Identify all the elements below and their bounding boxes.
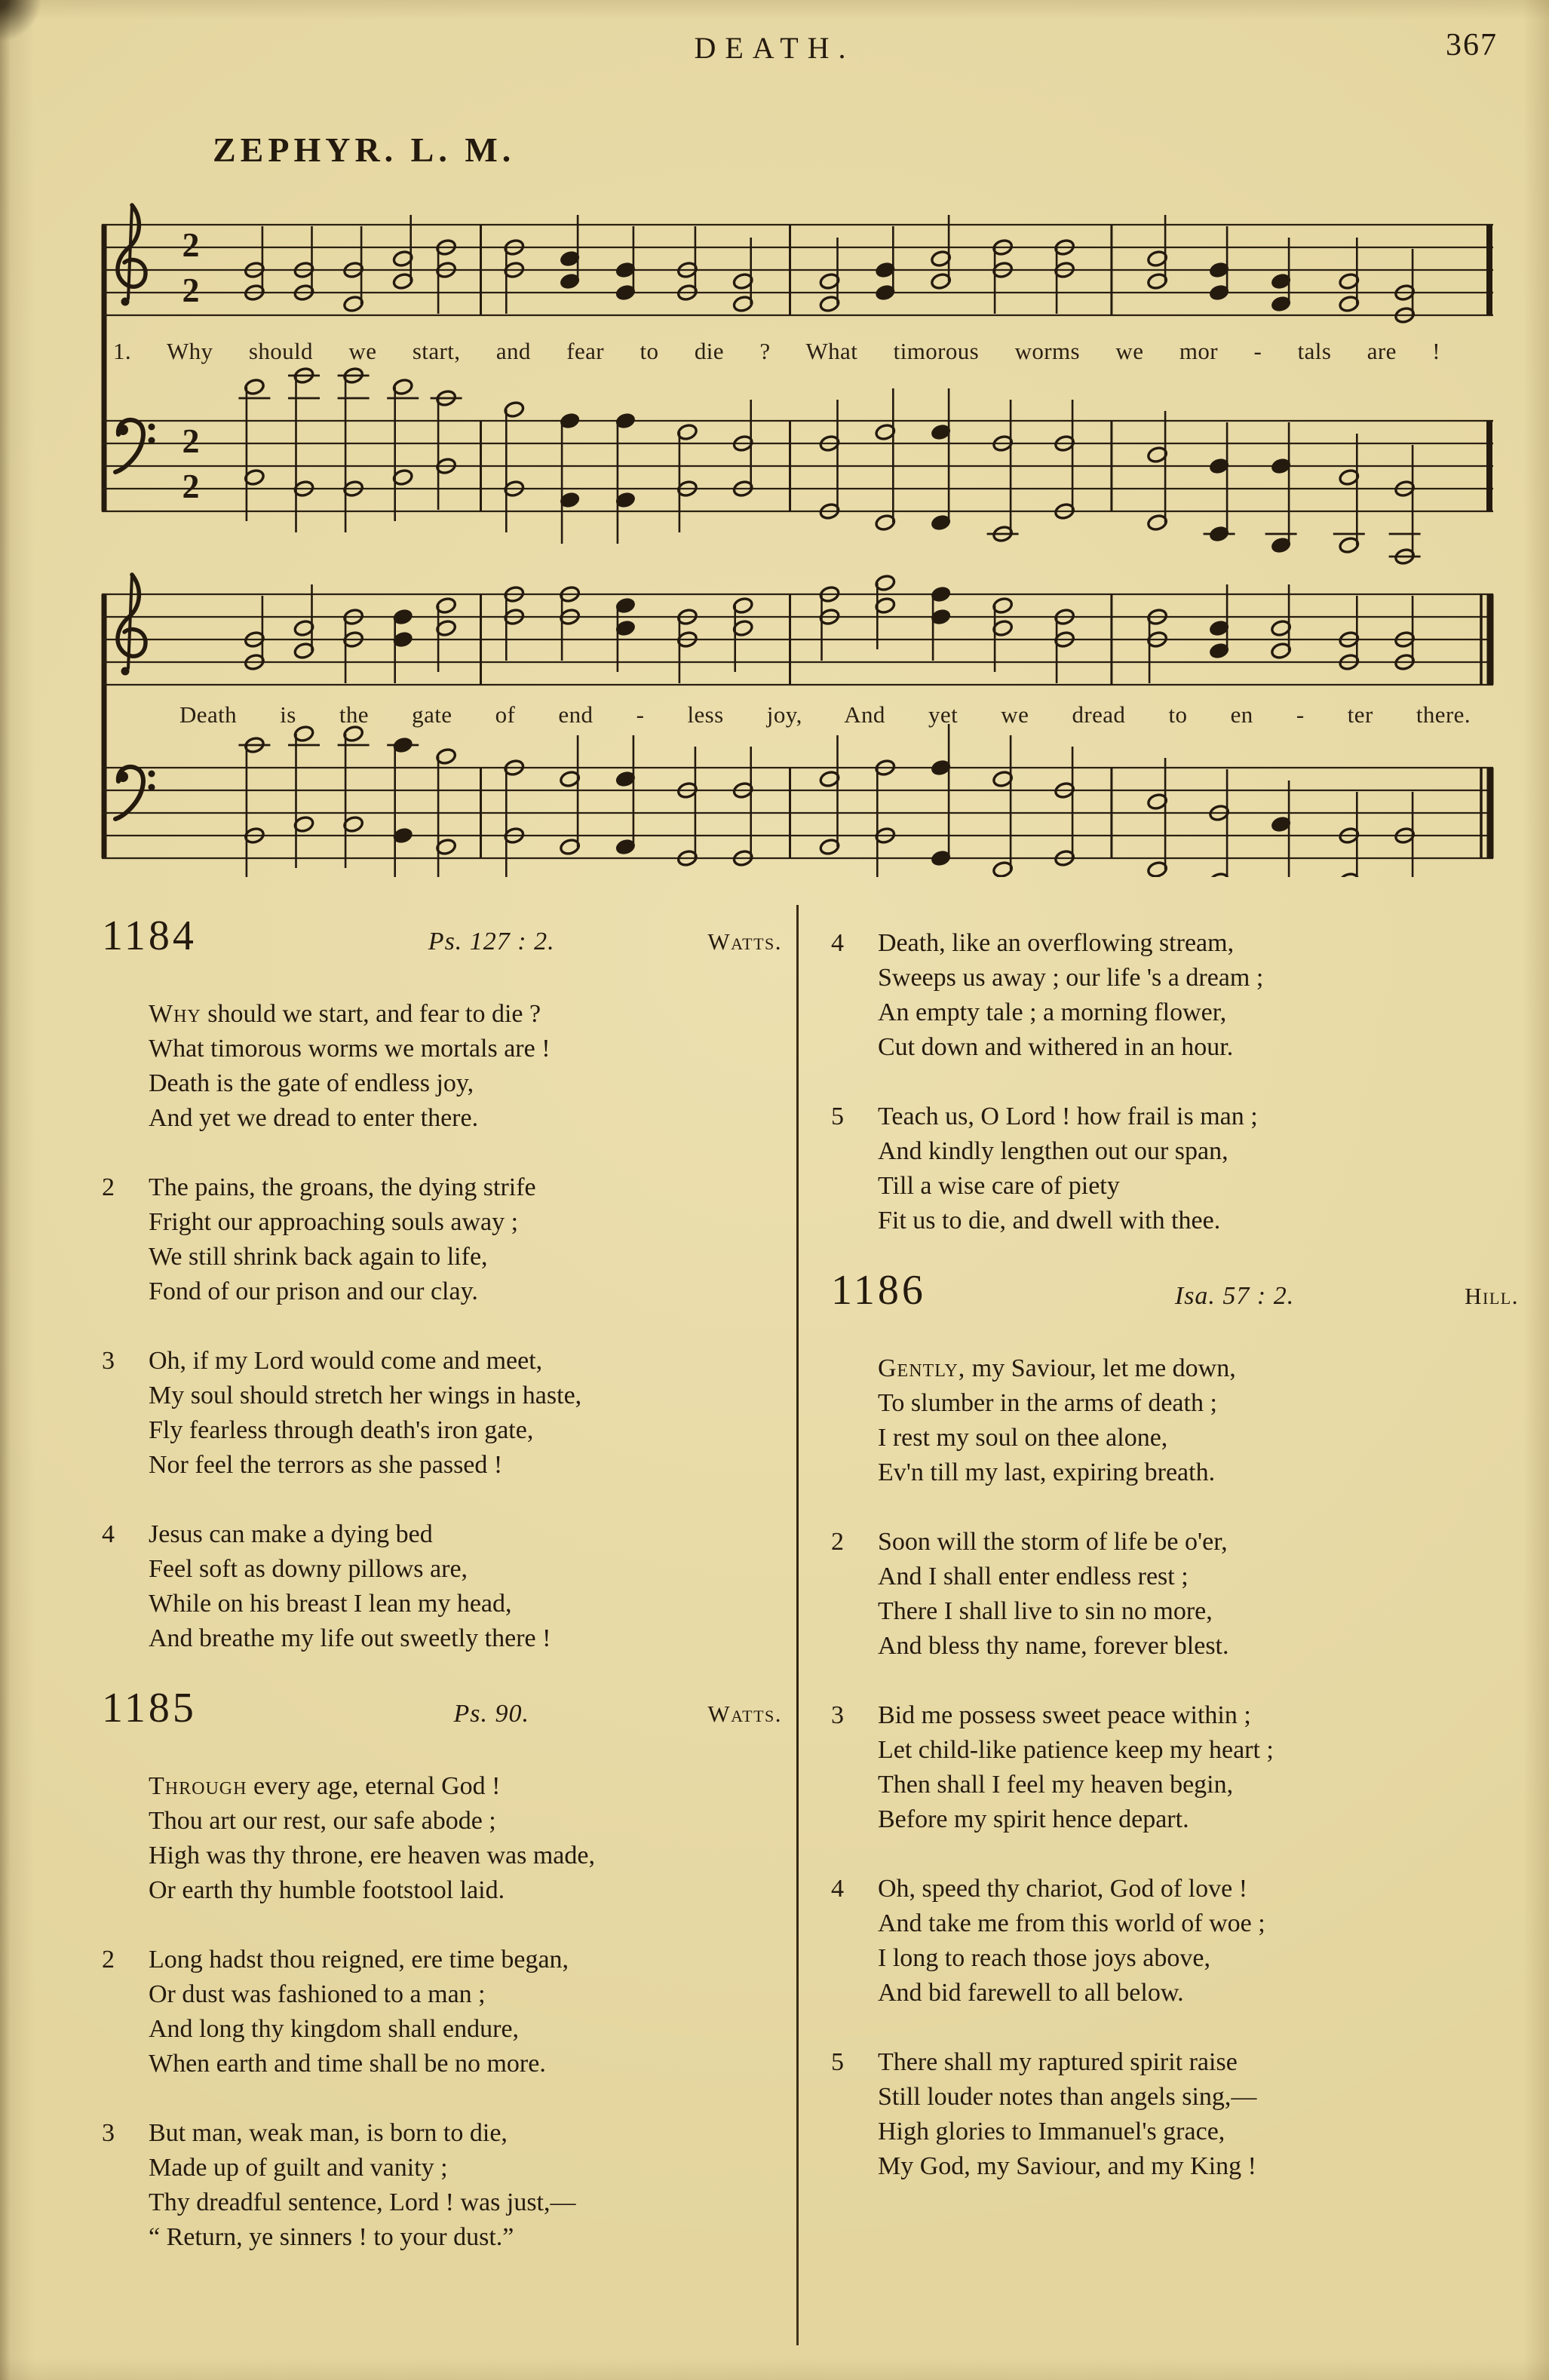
half-note-head [392, 378, 413, 396]
verse-line: Let child-like patience keep my heart ; [878, 1736, 1274, 1764]
half-note-head [343, 295, 364, 313]
half-note-head [1147, 272, 1168, 290]
hymn-author: Watts. [707, 1701, 782, 1727]
treble-clef-icon [128, 205, 132, 299]
running-head: DEATH. [694, 31, 855, 65]
verse-line: Sweeps us away ; our life 's a dream ; [878, 964, 1264, 992]
tune-title: ZEPHYR. L. M. [213, 130, 516, 169]
verse-line: And take me from this world of woe ; [878, 1909, 1265, 1937]
bass-clef-icon [115, 420, 143, 472]
half-note-head [1147, 514, 1168, 532]
half-note-head [875, 574, 896, 592]
half-note-head [732, 597, 753, 615]
verse-line: Fit us to die, and dwell with thee. [878, 1207, 1221, 1234]
hymn-verse [831, 1351, 1519, 1490]
music-notation [79, 195, 1516, 877]
hymn-verse [102, 2116, 782, 2255]
half-note-head [436, 597, 457, 615]
verse-line: Fond of our prison and our clay. [149, 1277, 478, 1305]
column-divider-rule [796, 905, 799, 2345]
verse-line: We still shrink back again to life, [149, 1243, 488, 1271]
verse-number: 2 [831, 1528, 844, 1556]
verse-line: High glories to Immanuel's grace, [878, 2118, 1225, 2145]
hymn-scripture-reference: Ps. 127 : 2. [428, 928, 555, 955]
verse-line: Cut down and withered in an hour. [878, 1033, 1234, 1061]
hymn-verse [831, 1525, 1519, 1664]
bass-clef-icon [149, 424, 155, 431]
half-note-head [436, 747, 457, 765]
verse-line: Fright our approaching souls away ; [149, 1208, 519, 1236]
verse-line: Then shall I feel my heaven begin, [878, 1771, 1234, 1799]
verse-line: But man, weak man, is born to die, [149, 2119, 508, 2147]
verse-line: Fly fearless through death's iron gate, [149, 1416, 534, 1444]
verse-line: Before my spirit hence depart. [878, 1805, 1189, 1833]
verse-line: Made up of guilt and vanity ; [149, 2154, 448, 2182]
verse-number: 2 [102, 1173, 115, 1201]
half-note-head [875, 514, 896, 532]
time-signature: 2 [182, 225, 200, 264]
verse-line: And breathe my life out sweetly there ! [149, 1624, 551, 1652]
verse-number: 3 [102, 2119, 115, 2147]
hymn-verse [831, 926, 1519, 1065]
time-signature: 2 [182, 467, 200, 505]
verse-lead-word: Why [149, 1000, 201, 1028]
half-note-head [1339, 536, 1360, 554]
bass-clef-icon [115, 767, 143, 819]
verse-line: When earth and time shall be no more. [149, 2050, 546, 2078]
verse-line: I long to reach those joys above, [878, 1944, 1210, 1972]
verse-lead-word: Through [149, 1772, 247, 1800]
verse-line: While on his breast I lean my head, [149, 1590, 512, 1618]
verse-line: An empty tale ; a morning flower, [878, 998, 1227, 1026]
verse-line: There shall my raptured spirit raise [878, 2048, 1238, 2076]
verse-lead-word: Gently, [878, 1354, 966, 1382]
verse-line: Gently, my Saviour, let me down, [878, 1354, 1236, 1382]
verse-line: Still louder notes than angels sing,— [878, 2083, 1257, 2111]
half-note-head [819, 838, 840, 856]
verse-line: My soul should stretch her wings in haste, [149, 1382, 582, 1409]
verse-line: And kindly lengthen out our span, [878, 1137, 1228, 1165]
verse-line: And long thy kingdom shall endure, [149, 2015, 520, 2043]
hymn-number: 1186 [831, 1267, 926, 1314]
verse-line: Death is the gate of endless joy, [149, 1069, 474, 1097]
bass-clef-icon [149, 771, 155, 777]
verse-line: And I shall enter endless rest ; [878, 1563, 1189, 1590]
verse-number: 5 [831, 1103, 844, 1130]
hymn-column-left [102, 914, 782, 2290]
treble-clef-icon [121, 298, 130, 306]
music-lyric-line-2: Death is the gate of end - less joy, And yet we dread to en - ter there. [179, 701, 1471, 728]
hymn-scripture-reference: Ps. 90. [453, 1700, 529, 1728]
treble-clef-icon [128, 575, 132, 668]
hymn-verse [102, 1517, 782, 1656]
verse-line: Feel soft as downy pillows are, [149, 1555, 468, 1583]
verse-line: I rest my soul on thee alone, [878, 1424, 1168, 1452]
hymn-verse [831, 1100, 1519, 1238]
verse-line: There I shall live to sin no more, [878, 1597, 1213, 1625]
verse-line: To slumber in the arms of death ; [878, 1389, 1217, 1417]
verse-line: Jesus can make a dying bed [149, 1520, 433, 1548]
verse-line: Thou art our rest, our safe abode ; [149, 1807, 496, 1835]
verse-line: Bid me possess sweet peace within ; [878, 1701, 1251, 1729]
verse-number: 3 [102, 1347, 115, 1375]
hymn-scripture-reference: Isa. 57 : 2. [1174, 1282, 1295, 1310]
hymn-verse [831, 1698, 1519, 1837]
half-note-head [1339, 295, 1360, 313]
hymn-verse [102, 1943, 782, 2081]
verse-line: The pains, the groans, the dying strife [149, 1173, 536, 1201]
time-signature: 2 [182, 422, 200, 460]
verse-line: High was thy throne, ere heaven was made, [149, 1842, 595, 1869]
half-note-head [504, 400, 525, 419]
verse-number: 3 [831, 1701, 844, 1729]
hymn-column-right [831, 926, 1519, 2219]
verse-line: Why should we start, and fear to die ? [149, 1000, 541, 1028]
verse-number: 2 [102, 1946, 115, 1974]
verse-number: 4 [102, 1520, 115, 1548]
half-note-head [560, 838, 581, 856]
verse-line: Soon will the storm of life be o'er, [878, 1528, 1228, 1556]
hymn-heading [102, 1685, 782, 1754]
verse-line: Teach us, O Lord ! how frail is man ; [878, 1103, 1258, 1130]
page-number: 367 [1446, 28, 1498, 63]
hymn-heading [831, 1267, 1519, 1336]
verse-line: And bid farewell to all below. [878, 1979, 1184, 2007]
hymn-verse [102, 1344, 782, 1483]
half-note-head [992, 597, 1014, 615]
hymn-verse [102, 997, 782, 1136]
verse-line: Ev'n till my last, expiring breath. [878, 1458, 1216, 1486]
music-svg [79, 195, 1516, 877]
verse-line: Or earth thy humble footstool laid. [149, 1876, 505, 1904]
half-note-head [244, 378, 265, 396]
music-lyric-line-1: 1. Why should we start, and fear to die ? What timorous worms we mor - tals are ! [113, 338, 1440, 364]
treble-clef-icon [121, 667, 130, 676]
verse-number: 4 [831, 929, 844, 957]
half-note-head [1271, 642, 1292, 660]
verse-line: Through every age, eternal God ! [149, 1772, 501, 1800]
verse-line: Thy dreadful sentence, Lord ! was just,— [149, 2188, 576, 2216]
verse-line: “ Return, ye sinners ! to your dust.” [149, 2223, 514, 2251]
verse-line: And yet we dread to enter there. [149, 1104, 479, 1132]
hymn-verse [831, 1872, 1519, 2010]
verse-number: 5 [831, 2048, 844, 2076]
verse-line: Death, like an overflowing stream, [878, 929, 1235, 957]
verse-line: And bless thy name, forever blest. [878, 1632, 1229, 1660]
half-note-head [392, 272, 413, 290]
hymn-verse [102, 1170, 782, 1309]
hymn-verse [831, 2045, 1519, 2184]
half-note-head [931, 272, 952, 290]
half-note-head [732, 295, 753, 313]
verse-number: 4 [831, 1875, 844, 1903]
half-note-head [676, 423, 698, 441]
half-note-head [293, 642, 314, 660]
verse-line: Nor feel the terrors as she passed ! [149, 1451, 503, 1479]
verse-line: What timorous worms we mortals are ! [149, 1035, 551, 1063]
hymn-verse [102, 1769, 782, 1908]
verse-line: Long hadst thou reigned, ere time began, [149, 1946, 569, 1974]
half-note-head [819, 295, 840, 313]
hymn-number: 1185 [102, 1685, 197, 1731]
bass-clef-icon [149, 784, 155, 791]
time-signature: 2 [182, 271, 200, 309]
verse-line: My God, my Saviour, and my King ! [878, 2152, 1256, 2180]
hymn-heading [102, 912, 782, 982]
verse-line: Till a wise care of piety [878, 1172, 1120, 1200]
verse-line: Or dust was fashioned to a man ; [149, 1980, 486, 2008]
hymn-author: Hill. [1465, 1283, 1519, 1309]
verse-line: Oh, speed thy chariot, God of love ! [878, 1875, 1248, 1903]
bass-clef-icon [149, 437, 155, 444]
hymn-author: Watts. [707, 928, 782, 955]
verse-line: Oh, if my Lord would come and meet, [149, 1347, 543, 1375]
hymn-number: 1184 [102, 912, 197, 959]
